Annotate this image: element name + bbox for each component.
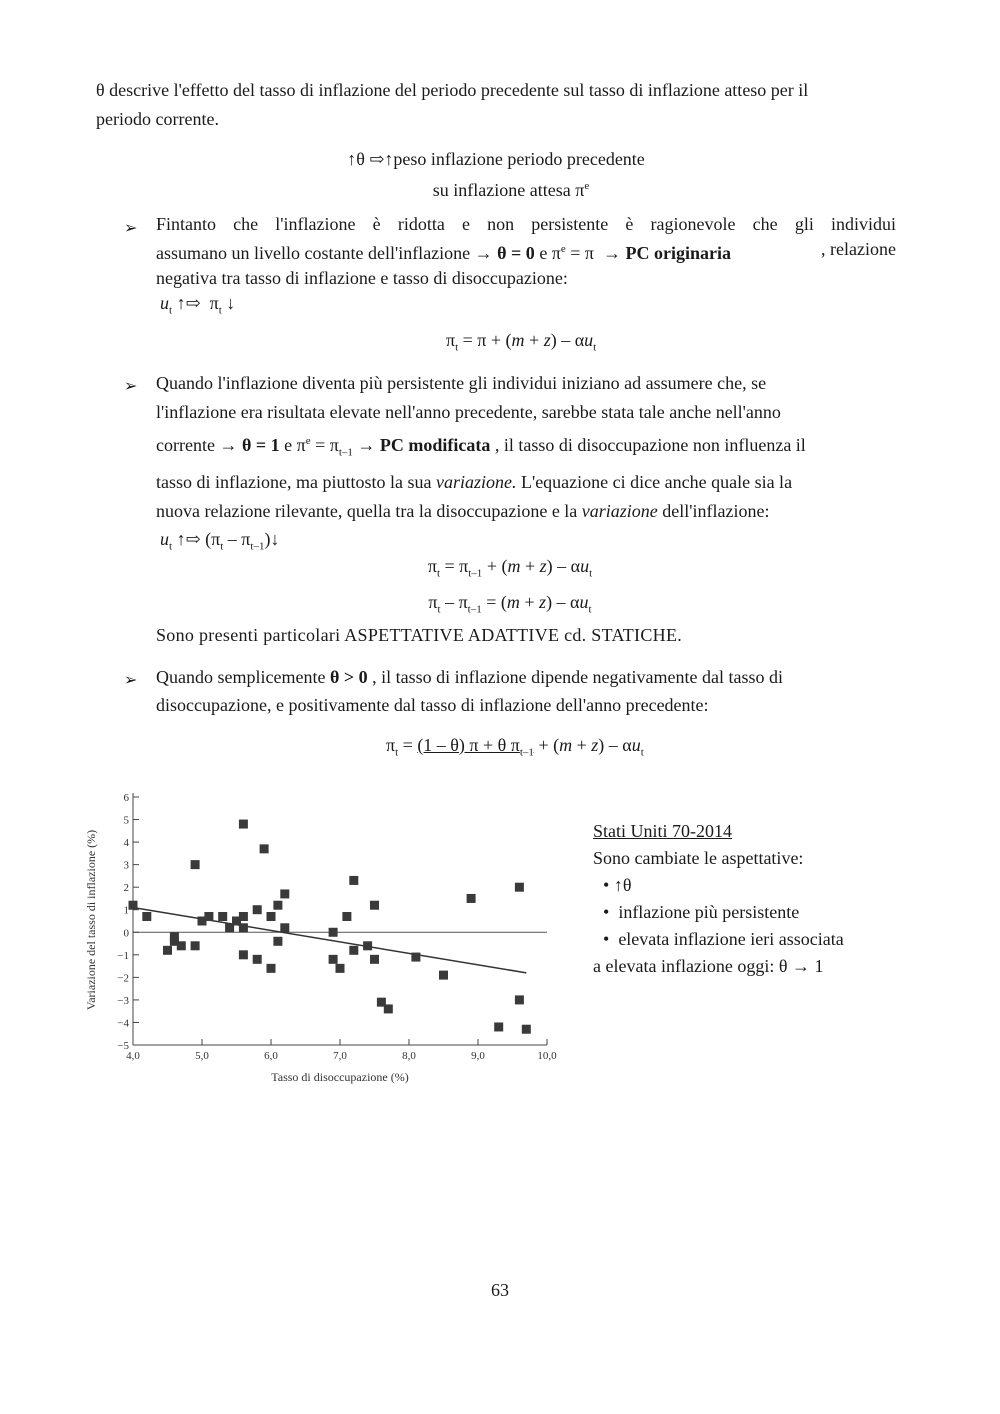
sidebar-subtitle: Sono cambiate le aspettative: — [593, 848, 804, 868]
chart-data-point — [267, 912, 276, 921]
static-expectations-note: Sono presenti particolari ASPETTATIVE ADATTIVE cd. STATICHE. — [156, 625, 683, 645]
chart-data-point — [515, 883, 524, 892]
intro-line-1: θ descrive l'effetto del tasso di inflazione del periodo precedente sul tasso di inflazione atteso per il — [96, 80, 809, 100]
chart-data-point — [439, 971, 448, 980]
bullet-arrow-icon: ➢ — [124, 672, 138, 689]
chart-x-tick-label: 7,0 — [333, 1050, 347, 1062]
theta-effect-line-1: ↑θ ⇨↑peso inflazione periodo precedente — [347, 149, 645, 169]
chart-y-tick-label: −3 — [117, 994, 129, 1007]
chart-data-point — [384, 1004, 393, 1013]
chart-data-point — [239, 950, 248, 959]
chart-sidebar — [593, 818, 913, 980]
chart-x-axis-label: Tasso di disoccupazione (%) — [271, 1070, 409, 1084]
chart-data-point — [253, 955, 262, 964]
chart-data-point — [191, 941, 200, 950]
chart-data-point — [329, 928, 338, 937]
theta-effect-line-2: su inflazione attesa $\pi^e$ — [432, 180, 590, 200]
bullet-2-line-2: l'inflazione era risultata elevate nell'anno precedente, sarebbe stata tale anche nell'anno — [156, 402, 781, 422]
bullet-1-block — [156, 212, 896, 324]
chart-data-point — [129, 901, 138, 910]
bullet-2-arrows: $u_t$ ↑⇨ ($\pi_t$ – $\pi_{t-1})↓$ — [160, 528, 280, 553]
chart-data-point — [494, 1022, 503, 1031]
chart-x-tick-label: 10,0 — [537, 1050, 557, 1062]
chart-data-point — [467, 894, 476, 903]
chart-x-tick-label: 4,0 — [126, 1050, 140, 1062]
chart-axes — [133, 793, 547, 1045]
bullet-2-line-3: corrente → θ = 1 e $\pi^e = \pi_{t-1}$ → PC modificata , il tasso di disoccupazione non influenza il — [156, 435, 806, 459]
chart-data-point — [239, 820, 248, 829]
chart-data-point — [515, 995, 524, 1004]
page-number: 63 — [491, 1280, 509, 1300]
chart-data-point — [260, 844, 269, 853]
chart-data-point — [273, 901, 282, 910]
chart-y-tick-label: −4 — [117, 1017, 129, 1030]
bullet-1-arrows: $u_t$ ↑⇨ $\pi_t$ ↓ — [160, 293, 236, 317]
equation-pc-original: $\pi_t = \pi + (m + z) - \alpha u_t$ — [446, 330, 597, 354]
chart-data-point — [370, 901, 379, 910]
chart-data-point — [253, 905, 262, 914]
sidebar-list-item: • ↑θ — [603, 875, 632, 895]
chart-ticks — [117, 792, 557, 1062]
chart-data-point — [349, 876, 358, 885]
chart-y-tick-label: 4 — [123, 837, 129, 850]
chart-y-tick-label: 1 — [123, 904, 129, 917]
chart-data-point — [218, 912, 227, 921]
chart-data-point — [336, 964, 345, 973]
chart-data-point — [411, 953, 420, 962]
bullet-3-line-2: disoccupazione, e positivamente dal tasso di inflazione dell'anno precedente: — [156, 695, 709, 715]
chart-y-tick-label: 6 — [123, 792, 129, 804]
chart-data-point — [142, 912, 151, 921]
bullet-1-line-1: Fintanto che l'inflazione è ridotta e non persistente è ragionevole che gli individui — [156, 214, 896, 234]
bullet-1-line-3: negativa tra tasso di inflazione e tasso di disoccupazione: — [156, 268, 568, 288]
equations-pc-modified — [380, 552, 640, 623]
chart-data-point — [342, 912, 351, 921]
chart-data-point — [163, 946, 172, 955]
bullet-arrow-icon: ➢ — [124, 220, 138, 237]
equation-pc-modified-1: $\pi_t = \pi_{t-1} + (m + z) - \alpha u_t$ — [427, 556, 593, 580]
chart-data-point — [267, 964, 276, 973]
chart-y-tick-label: 3 — [123, 859, 129, 872]
intro-line-2: periodo corrente. — [96, 109, 219, 129]
chart-y-tick-label: 0 — [123, 927, 129, 940]
bullet-1-line-2: assumano un livello costante dell'inflazione → θ = 0 e $\pi^e = \pi$ → PC originaria , relazione — [156, 239, 896, 263]
chart-data-point — [329, 955, 338, 964]
bullet-3-line-1: Quando semplicemente θ > 0 , il tasso di inflazione dipende negativamente dal tasso di — [156, 667, 783, 687]
sidebar-list-item: • elevata inflazione ieri associata — [603, 929, 844, 949]
bullet-arrow-icon: ➢ — [124, 378, 138, 395]
bullet-2-block — [156, 369, 896, 559]
chart-x-tick-label: 5,0 — [195, 1050, 209, 1062]
sidebar-last-line: a elevata inflazione oggi: θ → 1 — [593, 956, 824, 976]
chart-x-tick-label: 6,0 — [264, 1050, 278, 1062]
equation-pc-modified-2: $\pi_t - \pi_{t-1} = (m + z) - \alpha u_t$ — [428, 591, 592, 616]
chart-data-point — [273, 937, 282, 946]
bullet-2-line-5: nuova relazione rilevante, quella tra la disoccupazione e la variazione dell'inflazione: — [156, 500, 770, 521]
chart-data-point — [370, 955, 379, 964]
chart-y-tick-label: 5 — [123, 814, 129, 827]
chart-data-point — [349, 946, 358, 955]
equation-general: $\pi_t = (1 - \theta) \pi + \theta$ $\pi_{t-1} + (m + z) - \alpha u_t$ — [386, 735, 644, 759]
chart-x-tick-label: 9,0 — [471, 1050, 485, 1062]
chart-data-point — [363, 941, 372, 950]
phillips-scatter-chart — [80, 780, 570, 1090]
bullet-3-block — [156, 663, 896, 719]
bullet-2-line-1: Quando l'inflazione diventa più persistente gli individui iniziano ad assumere che, se — [156, 373, 767, 393]
chart-y-tick-label: −5 — [117, 1040, 129, 1052]
chart-y-tick-label: −1 — [117, 949, 129, 962]
chart-data-point — [204, 912, 213, 921]
chart-data-point — [522, 1025, 531, 1034]
sidebar-title: Stati Uniti 70-2014 — [593, 821, 732, 841]
chart-y-tick-label: −2 — [117, 972, 129, 985]
chart-data-point — [191, 860, 200, 869]
intro-paragraph — [96, 76, 896, 134]
bullet-2-line-4: tasso di inflazione, ma piuttosto la sua variazione. L'equazione ci dice anche quale sia la — [156, 471, 793, 492]
chart-data-point — [239, 923, 248, 932]
chart-data-point — [280, 923, 289, 932]
chart-data-point — [239, 912, 248, 921]
chart-data-point — [280, 889, 289, 898]
chart-x-tick-label: 8,0 — [402, 1050, 416, 1062]
sidebar-list-item: • inflazione più persistente — [603, 902, 800, 922]
theta-effect — [96, 146, 896, 204]
chart-data-point — [177, 941, 186, 950]
chart-y-tick-label: 2 — [123, 882, 129, 895]
chart-y-axis-label: Variazione del tasso di inflazione (%) — [84, 829, 98, 1011]
chart-points — [129, 820, 531, 1034]
